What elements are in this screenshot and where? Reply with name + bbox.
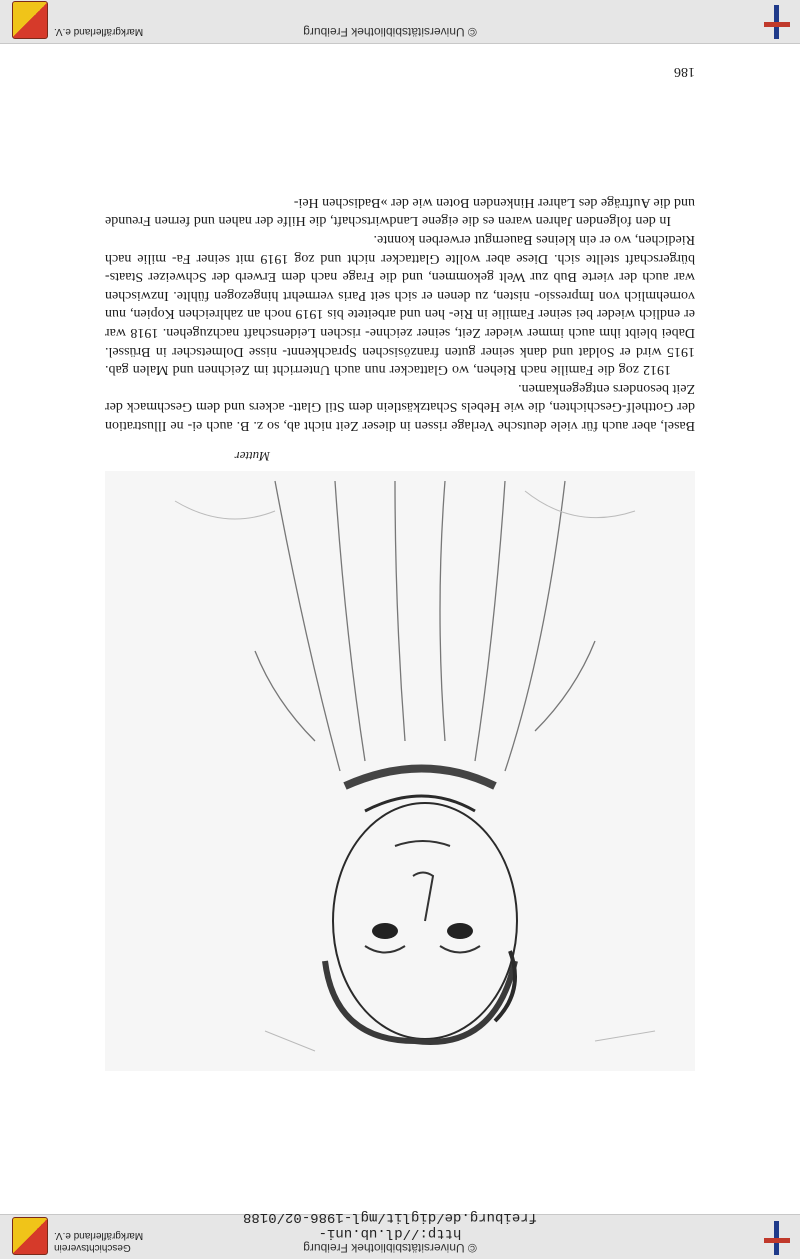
organization-name [54,1229,143,1253]
organization-line-1: Geschichtsverein [54,1242,131,1253]
header-info [240,1209,540,1255]
coat-of-arms-icon[interactable] [12,1,48,39]
document-url[interactable]: http://dl.ub.uni-freiburg.de/diglit/mgl-1986-02/0188 [242,1209,538,1241]
page-number: 186 [674,64,695,79]
figure-caption: Mutter [234,449,270,464]
organization-line-2: Markgräflerland e.V. [54,1230,144,1241]
footer-info [240,25,540,39]
viewer-footer [0,0,800,44]
paragraph: 1912 zog die Familie nach Riehen, wo Glattacker nun auch Unterricht im Zeichnen und Malen gab. 1915 wird er Soldat und dank seiner guten französischen Sprachkennt- nisse Dolmetscher in Brüssel. Dabei bleibt ihm auch immer wieder Zeit, seiner zeichne- rischen Leidenschaft nachzugehen. 1918 war er endlich wieder bei seiner Familie in Rie- hen und arbeitete bis 1919 noch an zahlreichen Kopien, nun vornehmlich von Impressio- nisten, zu denen er sich seit Paris vermehrt hingezogen fühlte. Inzwischen war auch der vierte Bub zur Welt gekommen, und die Frage nach dem Erwerb der Schweizer Staats- bürgerschaft stellte sich. Diese aber wollte Glattacker nicht und zog 1919 mit seiner Fa- milie nach Riedichen, wo er ein kleines Bauerngut erwerben konnte. [105,232,695,378]
scanned-page [80,59,720,1199]
body-text [105,192,695,434]
copyright-text: © Universitätsbibliothek Freiburg [303,1241,477,1255]
paragraph: Basel, aber auch für viele deutsche Verlage rissen in dieser Zeit nicht ab, so z. B. auch ei- ne Illustration der Gotthelf-Geschichten, die wie Hebels Schatzkästlein dem Stil Glatt- ackers und dem Geschmack der Zeit besonders entgegenkamen. [105,380,695,433]
library-logo-icon[interactable] [764,5,790,39]
viewer-header [0,1209,800,1259]
library-logo-icon[interactable] [764,1221,790,1255]
footer-organization-name: Markgräflerland e.V. [54,26,144,37]
footer-copyright-text: © Universitätsbibliothek Freiburg [303,25,477,39]
coat-of-arms-icon[interactable] [12,1217,48,1255]
paragraph: In den folgenden Jahren waren es die eigene Landwirtschaft, die Hilfe der nahen und fernen Freunde und die Aufträge des Lahrer Hinkenden Boten wie der »Badischen Hei- [105,194,695,229]
portrait-drawing [105,471,695,1071]
pencil-sketch-icon [105,471,695,1071]
